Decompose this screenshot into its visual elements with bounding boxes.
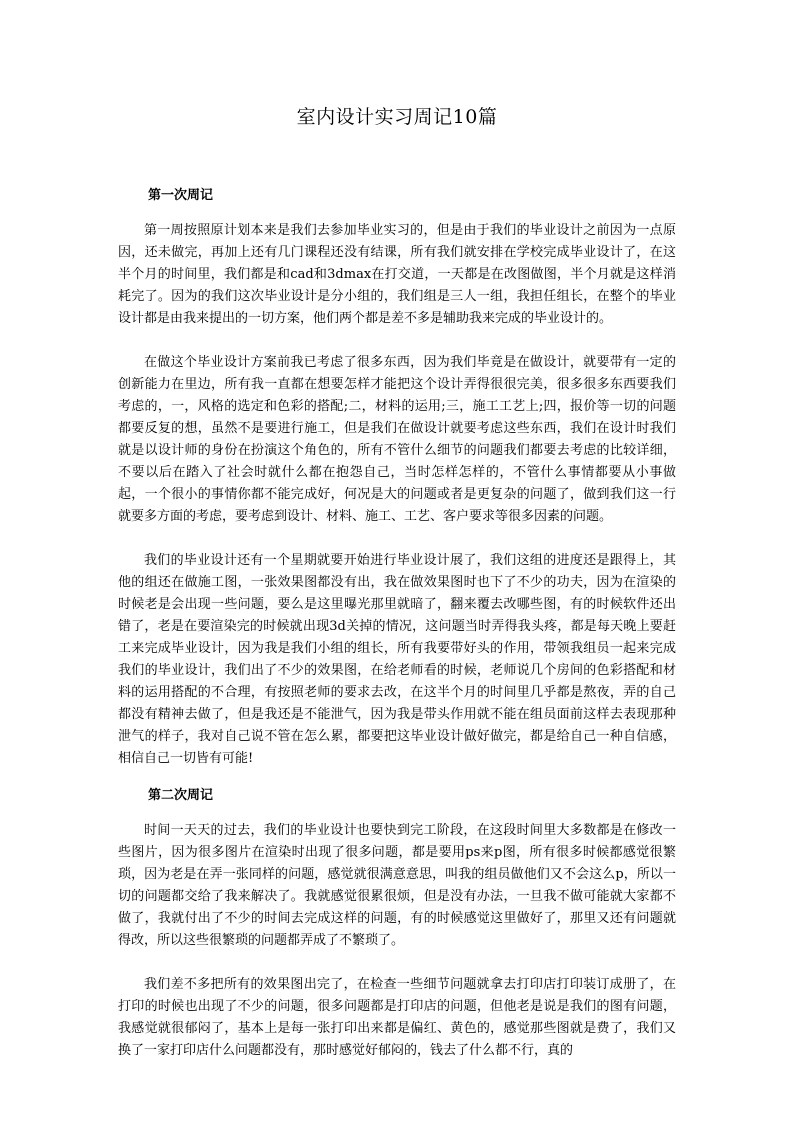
section-week-1 [118,186,676,770]
section-heading: 第一次周记 [148,188,214,203]
section-week-2 [118,786,676,1062]
paragraph: 第一周按照原计划本来是我们去参加毕业实习的，但是由于我们的毕业设计之前因为一点原因，还未做完，再加上还有几门课程还没有结课，所有我们就安排在学校完成毕业设计了，在这半个月的时间里，我们都是和cad和3dmax在打交道，一天都是在改图做图，半个月就是这样消耗完了。因为的我们这次毕业设计是分小组的，我们组是三人一组，我担任组长，在整个的毕业设计都是由我来提出的一切方案，他们两个都是差不多是辅助我来完成的毕业设计的。 [118,223,676,326]
document-body [118,100,676,1062]
paragraph: 在做这个毕业设计方案前我已考虑了很多东西，因为我们毕竟是在做设计，就要带有一定的创新能力在里边，所有我一直都在想要怎样才能把这个设计弄得很很完美，很多很多东西要我们考虑的，一，风格的选定和色彩的搭配;二，材料的运用;三，施工工艺上;四，报价等一切的问题都要反复的想，虽然不是要进行施工，但是我们在做设计就要考虑这些东西，我们在设计时我们就是以设计师的身份在扮演这个角色的，所有不管什么细节的问题我们都要去考虑的比较详细，不要以后在踏入了社会时就什么都在抱怨自己，当时怎样怎样的，不管什么事情都要从小事做起，一个很小的事情你都不能完成好，何况是大的问题或者是更复杂的问题了，做到我们这一行就要多方面的考虑，要考虑到设计、材料、施工、工艺、客户要求等很多因素的问题。 [118,355,676,524]
paragraph: 时间一天天的过去，我们的毕业设计也要快到完工阶段，在这段时间里大多数都是在修改一些图片，因为很多图片在渲染时出现了很多问题，都是要用ps来p图，所有很多时候都感觉很繁琐，因为老是在弄一张同样的问题，感觉就很满意意思，叫我的组员做他们又不会这么p，所以一切的问题都交给了我来解决了。我就感觉很累很烦，但是没有办法，一旦我不做可能就大家都不做了，我就付出了不少的时间去完成这样的问题，有的时候感觉这里做好了，那里又还有问题就得改，所以这些很繁琐的问题都弄成了不繁琐了。 [118,823,676,948]
section-heading: 第二次周记 [148,788,214,803]
paragraph: 我们差不多把所有的效果图出完了，在检查一些细节问题就拿去打印店打印装订成册了，在打印的时候也出现了不少的问题，很多问题都是打印店的问题，但他老是说是我们的图有问题，我感觉就很郁闷了，基本上是每一张打印出来都是偏红、黄色的，感觉那些图就是费了，我们又换了一家打印店什么问题都没有，那时感觉好郁闷的，钱去了什么都不行，真的 [118,977,676,1058]
paragraph: 我们的毕业设计还有一个星期就要开始进行毕业设计展了，我们这组的进度还是跟得上，其他的组还在做施工图，一张效果图都没有出，我在做效果图时也下了不少的功夫，因为在渲染的时候老是会出现一些问题，要么是这里曝光那里就暗了，翻来覆去改哪些图，有的时候软件还出错了，老是在要渲染完的时候就出现3d关掉的情况，这问题当时弄得我头疼，都是每天晚上要赶工来完成毕业设计，因为我是我们小组的组长，所有我要带好头的作用，带领我组员一起来完成我们的毕业设计，我们出了不少的效果图，在给老师看的时候，老师说几个房间的色彩搭配和材料的运用搭配的不合理，有按照老师的要求去改，在这半个月的时间里几乎都是熬夜，弄的自己都没有精神去做了，但是我还是不能泄气，因为我是带头作用就不能在组员面前这样去表现那种泄气的样子，我对自己说不管在怎么累，都要把这毕业设计做好做完，都是给自己一种自信感，相信自己一切皆有可能! [118,553,676,766]
document-title: 室内设计实习周记10篇 [296,106,498,128]
